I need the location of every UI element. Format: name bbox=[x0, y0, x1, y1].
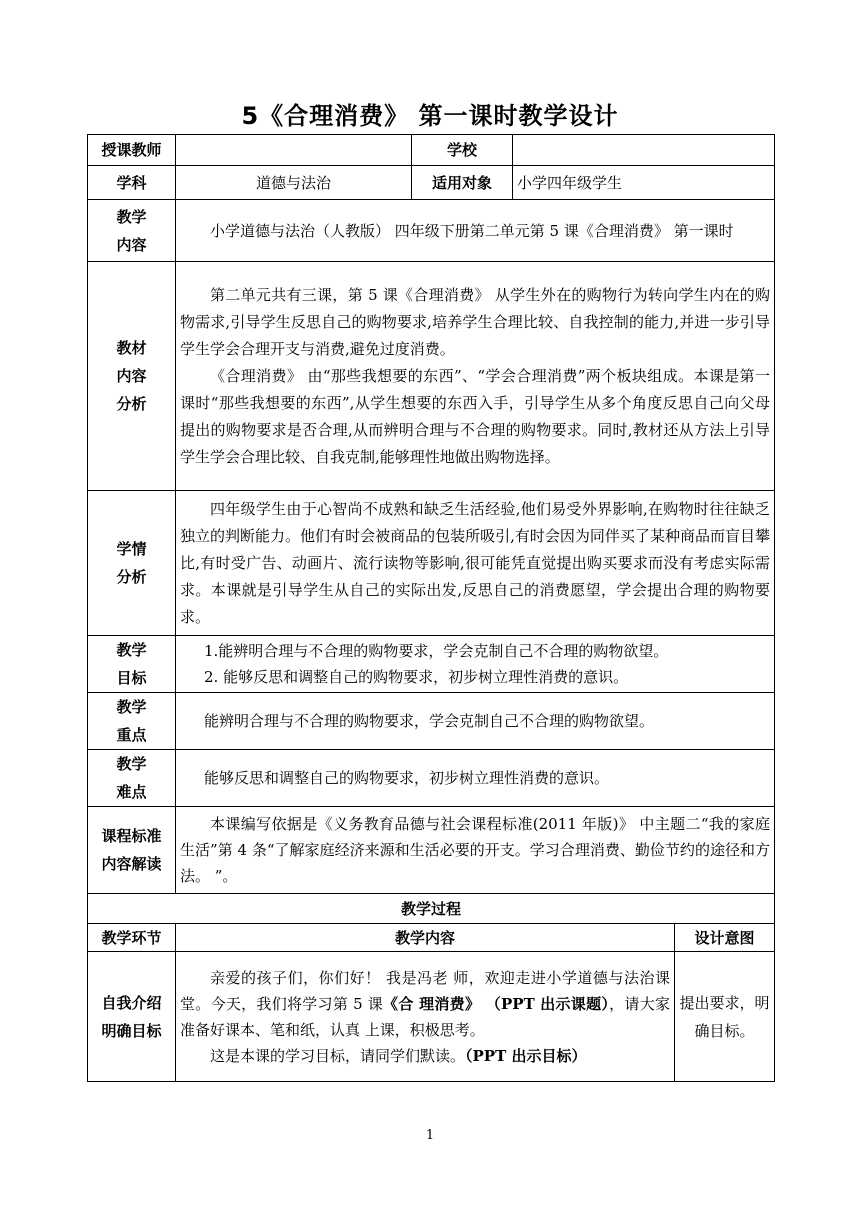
difficulties-label-line2: 难点 bbox=[116, 783, 147, 801]
material-label-line1: 教材 bbox=[116, 339, 147, 357]
process-heading: 教学过程 bbox=[88, 894, 775, 924]
teacher-row bbox=[88, 135, 775, 166]
intro-content-cell bbox=[176, 952, 675, 1082]
material-label-line2: 内容 bbox=[116, 367, 147, 385]
process-row-intro bbox=[88, 952, 775, 1082]
audience-value: 小学四年级学生 bbox=[513, 166, 775, 200]
page-number: 1 bbox=[425, 1128, 435, 1143]
intro-intent-cell bbox=[675, 952, 775, 1082]
standard-text: 本课编写依据是《义务教育品德与社会课程标准(2011 年版)》 中主题二“我的家庭生活”第 4 条“了解家庭经济来源和生活必要的开支。学习合理消费、勤俭节约的途径和方法。 ”。 bbox=[180, 815, 770, 885]
content-text: 小学道德与法治（人教版） 四年级下册第二单元第 5 课《合理消费》 第一课时 bbox=[210, 221, 734, 240]
lesson-plan-table bbox=[87, 134, 775, 1082]
stage-intro-line2: 明确目标 bbox=[101, 1021, 162, 1040]
difficulties-label bbox=[88, 750, 176, 807]
goal-item-2: 2. 能够反思和调整自己的购物要求，初步树立理性消费的意识。 bbox=[204, 668, 629, 686]
material-row bbox=[88, 262, 775, 491]
content-cell bbox=[176, 200, 775, 262]
learner-label-line2: 分析 bbox=[116, 568, 147, 586]
intro-paragraph-2 bbox=[180, 1043, 670, 1069]
intro-paragraph-1 bbox=[180, 965, 670, 1043]
key-points-label-line1: 教学 bbox=[116, 698, 147, 716]
goals-row bbox=[88, 636, 775, 693]
difficulties-text: 能够反思和调整自己的购物要求，初步树立理性消费的意识。 bbox=[204, 769, 610, 787]
content-row bbox=[88, 200, 775, 262]
material-label-line3: 分析 bbox=[116, 395, 147, 413]
material-paragraph-2: 《合理消费》 由“那些我想要的东西”、“学会合理消费”两个板块组成。本课是第一课时“那些我想要的东西”,从学生想要的东西入手，引导学生从多个角度反思自己向父母提出的购物要求是否合理,从而辨明合理与不合理的购物要求。同时,教材还从方法上引导学生学会合理比较、自我克制,能够理性地做出购物选择。 bbox=[180, 366, 770, 466]
intro-paragraph-1-part-b: 《合 理消费》 （PPT 出示课题） bbox=[383, 994, 610, 1013]
key-points-label bbox=[88, 693, 176, 750]
learner-label-line1: 学情 bbox=[116, 540, 147, 558]
content-label bbox=[88, 200, 176, 262]
content-label-line1: 教学 bbox=[116, 207, 147, 226]
key-points-label-line2: 重点 bbox=[116, 726, 147, 744]
difficulties-label-line1: 教学 bbox=[116, 755, 147, 773]
school-value bbox=[513, 135, 775, 166]
difficulties-row bbox=[88, 750, 775, 807]
intro-paragraph-1-part-a: 亲爱的孩子们，你们好！ 我是冯老 师，欢迎走进小学道德与法治课堂。今天，我们将学习第 5 课 bbox=[180, 968, 670, 1013]
standard-label bbox=[88, 807, 176, 894]
standard-row bbox=[88, 807, 775, 894]
key-points-cell bbox=[176, 693, 775, 750]
intent-column-header: 设计意图 bbox=[675, 924, 775, 952]
document-title: 5《合理消费》 第一课时教学设计 bbox=[241, 102, 619, 130]
stage-intro-line1: 自我介绍 bbox=[101, 993, 162, 1012]
content-label-line2: 内容 bbox=[116, 235, 147, 254]
goals-label bbox=[88, 636, 176, 693]
key-points-text: 能辨明合理与不合理的购物要求，学会克制自己不合理的购物欲望。 bbox=[204, 712, 655, 730]
school-label: 学校 bbox=[412, 135, 513, 166]
process-header-row bbox=[88, 924, 775, 952]
learner-row bbox=[88, 491, 775, 636]
audience-label: 适用对象 bbox=[412, 166, 513, 200]
teacher-value bbox=[176, 135, 412, 166]
difficulties-cell bbox=[176, 750, 775, 807]
intro-paragraph-2-part-a: 这是本课的学习目标，请同学们默读。 bbox=[210, 1046, 466, 1065]
goals-cell bbox=[176, 636, 775, 693]
intro-intent-text: 提出要求，明确目标。 bbox=[679, 993, 770, 1040]
goals-label-line1: 教学 bbox=[116, 641, 147, 659]
intro-paragraph-2-part-b: （PPT 出示目标） bbox=[465, 1046, 587, 1065]
subject-row bbox=[88, 166, 775, 200]
material-paragraph-1: 第二单元共有三课，第 5 课《合理消费》 从学生外在的购物行为转向学生内在的购物需求,引导学生反思自己的购物要求,培养学生合理比较、自我控制的能力,并进一步引导学生学会合理开支与消费,避免过度消费。 bbox=[180, 285, 770, 358]
goal-item-1: 1.能辨明合理与不合理的购物要求，学会克制自己不合理的购物欲望。 bbox=[204, 642, 669, 660]
stage-column-header: 教学环节 bbox=[88, 924, 176, 952]
subject-value: 道德与法治 bbox=[176, 166, 412, 200]
goals-label-line2: 目标 bbox=[116, 669, 147, 687]
material-label bbox=[88, 262, 176, 491]
learner-text: 四年级学生由于心智尚不成熟和缺乏生活经验,他们易受外界影响,在购物时往往缺乏独立的判断能力。他们有时会被商品的包装所吸引,有时会因为同伴买了某种商品而盲目攀比,有时受广告、动画片、流行读物等影响,很可能凭直觉提出购买要求而没有考虑实际需求。本课就是引导学生从自己的实际出发,反思自己的消费愿望，学会提出合理的购物要求。 bbox=[180, 499, 770, 626]
learner-label bbox=[88, 491, 176, 636]
teacher-label: 授课教师 bbox=[88, 135, 176, 166]
standard-label-line1: 课程标准 bbox=[101, 827, 162, 845]
standard-cell bbox=[176, 807, 775, 894]
standard-label-line2: 内容解读 bbox=[101, 855, 162, 873]
key-points-row bbox=[88, 693, 775, 750]
process-heading-row bbox=[88, 894, 775, 924]
stage-intro bbox=[88, 952, 176, 1082]
subject-label: 学科 bbox=[88, 166, 176, 200]
content-column-header: 教学内容 bbox=[176, 924, 675, 952]
learner-cell bbox=[176, 491, 775, 636]
intro-paragraph-1-part-c: ，请大家准备好课本、笔和纸，认真 上课，积极思考。 bbox=[180, 994, 670, 1039]
material-cell bbox=[176, 262, 775, 491]
